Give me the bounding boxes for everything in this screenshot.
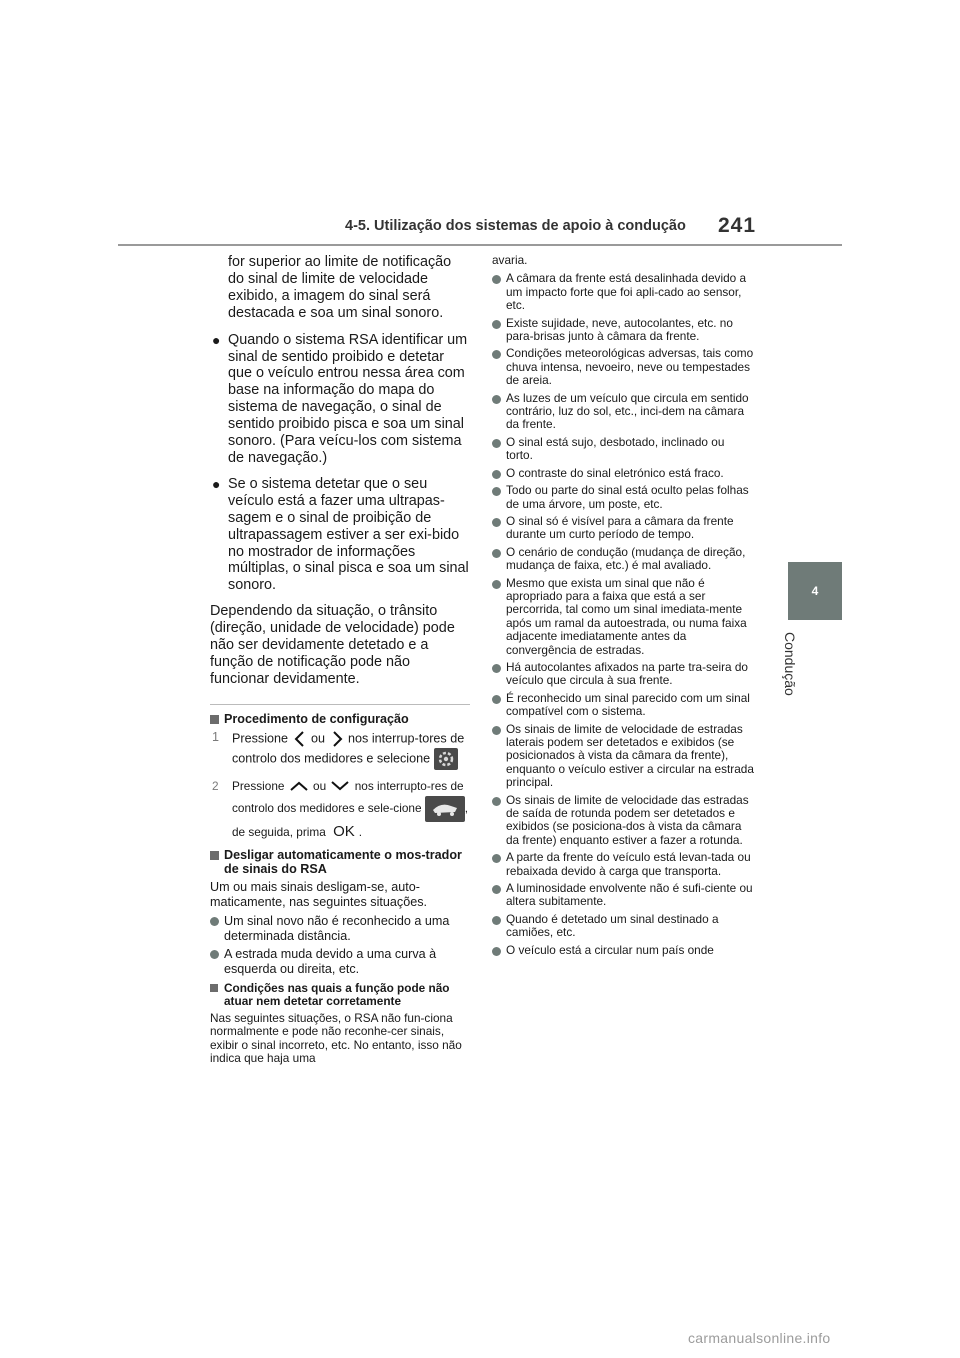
watermark: carmanualsonline.info	[688, 1330, 831, 1346]
list-item	[492, 436, 754, 463]
driving-support-icon	[425, 796, 465, 822]
bullet-icon	[492, 916, 501, 925]
list-item	[492, 723, 754, 790]
step-text: ou	[313, 778, 327, 793]
list-item	[492, 484, 754, 511]
list-item	[210, 914, 470, 944]
heading-text: Procedimento de configuração	[224, 711, 409, 726]
step-text: Pressione	[232, 730, 289, 745]
section-heading	[210, 712, 470, 727]
list-item-text: Quando o sistema RSA identificar um sinal de sentido proibido e detetar que o veículo entrou nessa área com base na informação do mapa do sistema de navegação, o sinal de sentido proibido pisca e soa um sinal sonoro. (Para veícu-los com sistema de navegação.)	[228, 331, 468, 466]
bullet-icon	[492, 395, 501, 404]
square-marker-icon	[210, 715, 219, 724]
heading-text: Desligar automaticamente o mos-trador de sinais do RSA	[224, 847, 462, 877]
step-text: , de seguida, prima	[232, 800, 469, 839]
list-item	[492, 272, 754, 312]
list-item	[492, 692, 754, 719]
list-item-text: Condições meteorológicas adversas, tais como chuva intensa, nevoeiro, neve ou tempestades de areia.	[506, 346, 754, 388]
bullet-icon	[210, 917, 219, 926]
step-number: 2	[212, 778, 219, 793]
list-item	[492, 392, 754, 432]
right-column	[492, 254, 754, 961]
list-item-text: O contraste do sinal eletrónico está fraco.	[506, 465, 724, 480]
chevron-up-icon	[288, 779, 310, 793]
list-item-text: Existe sujidade, neve, autocolantes, etc. no para-brisas junto à câmara da frente.	[506, 315, 733, 344]
step-1	[210, 730, 470, 770]
bullet-icon	[492, 487, 501, 496]
chapter-tab: 4	[788, 562, 842, 620]
list-item	[210, 947, 470, 977]
list-item	[492, 913, 754, 940]
bullet-icon	[492, 854, 501, 863]
list-item-text: A parte da frente do veículo está levan-tada ou rebaixada devido à carga que transporta.	[506, 850, 751, 878]
list-item	[492, 347, 754, 387]
chevron-right-icon	[329, 730, 345, 748]
step-text: Pressione	[232, 778, 285, 793]
list-item-text: O veículo está a circular num país onde	[506, 942, 714, 957]
body-paragraph: Um ou mais sinais desligam-se, auto-maticamente, nas seguintes situações.	[210, 880, 428, 909]
list-item	[492, 515, 754, 542]
list-item	[492, 546, 754, 573]
list-item	[492, 794, 754, 848]
bullet-icon	[492, 350, 501, 359]
bullet-icon	[492, 275, 501, 284]
list-item	[492, 882, 754, 909]
step-text: .	[358, 824, 363, 839]
list-item	[492, 467, 754, 480]
list-item-text: A câmara da frente está desalinhada devido a um impacto forte que foi apli-cado ao sensor, etc.	[506, 271, 747, 313]
page-number: 241	[718, 214, 757, 237]
list-item-text: Os sinais de limite de velocidade de estradas laterais podem ser detetados e exibidos (se posicionados à vista da câmara da frente), enquanto o veículo estiver a circular na estrada principal.	[506, 721, 754, 790]
bullet-icon	[492, 664, 501, 673]
bullet-icon	[492, 695, 501, 704]
conditions-list	[492, 272, 754, 957]
bullet-icon: ●	[212, 475, 221, 492]
list-item	[492, 661, 754, 688]
divider	[210, 704, 470, 705]
bullet-icon: ●	[212, 331, 221, 348]
list-item	[492, 577, 754, 657]
body-paragraph: Nas seguintes situações, o RSA não fun-ciona normalmente e pode não reconhe-cer sinais, exibir o sinal incorreto, etc. No entanto, isso não indica que haja uma	[210, 1010, 462, 1065]
bullet-icon	[492, 439, 501, 448]
body-paragraph: Dependendo da situação, o trânsito (direção, unidade de velocidade) pode não ser devidamente detetado e a função de notificação pode não funcionar devidamente.	[210, 603, 455, 687]
list-item-text: Há autocolantes afixados na parte tra-seira do veículo que circula à sua frente.	[506, 659, 748, 688]
step-2	[210, 776, 470, 842]
bullet-icon	[492, 947, 501, 956]
list-item-text: A estrada muda devido a uma curva à esquerda ou direita, etc.	[224, 947, 437, 977]
list-item-text: Um sinal novo não é reconhecido a uma determinada distância.	[224, 913, 450, 943]
step-text: nos interrupto-res de controlo dos medidores e sele-cione	[232, 778, 464, 815]
step-text: ou	[311, 730, 326, 745]
chevron-down-icon	[329, 779, 351, 793]
bullet-icon	[492, 580, 501, 589]
square-marker-icon	[210, 851, 219, 860]
ok-button-glyph: OK	[333, 822, 355, 840]
list-item-text: O sinal está sujo, desbotado, inclinado ou torto.	[506, 434, 725, 463]
list-item-text: Todo ou parte do sinal está oculto pelas folhas de uma árvore, um poste, etc.	[506, 483, 749, 511]
list-item-text: Os sinais de limite de velocidade das estradas de saída de rotunda podem ser detetados e exibidos (se posiciona-dos à vista da câmara da frente) enquanto estiver a fazer a rotunda.	[506, 792, 749, 847]
list-item-text: O sinal só é visível para a câmara da frente durante um curto período de tempo.	[506, 513, 734, 542]
step-text: nos interrup-tores de controlo dos medidores e selecione	[232, 730, 465, 765]
list-item	[492, 944, 754, 957]
list-item	[492, 317, 754, 344]
chevron-left-icon	[292, 730, 308, 748]
bullet-icon	[492, 726, 501, 735]
section-heading	[210, 848, 470, 878]
section-title: 4-5. Utilização dos sistemas de apoio à condução	[345, 218, 686, 234]
bullet-icon	[492, 320, 501, 329]
bullet-icon	[492, 518, 501, 527]
continued-text: avaria.	[492, 253, 528, 267]
bullet-icon	[492, 797, 501, 806]
bullet-icon	[492, 885, 501, 894]
continued-text: for superior ao limite de notificação do sinal de limite de velocidade exibido, a imagem do sinal será destacada e soa um sinal sonoro.	[228, 254, 452, 321]
header-rule	[118, 244, 842, 246]
bullet-icon	[210, 950, 219, 959]
bullet-icon	[492, 549, 501, 558]
list-item-text: É reconhecido um sinal parecido com um sinal compatível com o sistema.	[506, 690, 750, 719]
list-item-text: A luminosidade envolvente não é sufi-ciente ou altera subitamente.	[506, 881, 753, 909]
step-number: 1	[212, 729, 220, 744]
left-column	[210, 254, 470, 1065]
list-item-text: Mesmo que exista um sinal que não é apropriado para a faixa que está a ser percorrida, tal como um sinal imediata-mente após um ramal da autoestrada, ou numa faixa adjacente imediatamente antes da convergência de estradas.	[506, 575, 747, 657]
list-item-text: Quando é detetado um sinal destinado a camiões, etc.	[506, 911, 719, 940]
chapter-label: Condução	[782, 632, 798, 696]
list-item	[492, 851, 754, 878]
list-item-text: O cenário de condução (mudança de direção, mudança de faixa, etc.) é mal avaliado.	[506, 544, 746, 573]
list-item	[210, 332, 470, 467]
gear-icon	[434, 748, 458, 770]
section-heading	[210, 982, 470, 1009]
bullet-icon	[492, 470, 501, 479]
list-item	[210, 476, 470, 594]
list-item-text: Se o sistema detetar que o seu veículo está a fazer uma ultrapas-sagem e o sinal de proibição de ultrapassagem estiver a ser exi-bido no mostrador de informações múltiplas, o sinal pisca e soa um sinal sonoro.	[228, 475, 469, 594]
heading-text: Condições nas quais a função pode não atuar nem detetar corretamente	[224, 980, 450, 1009]
list-item-text: As luzes de um veículo que circula em sentido contrário, luz do sol, etc., inci-dem na câmara da frente.	[506, 390, 749, 432]
square-marker-icon	[210, 984, 218, 992]
